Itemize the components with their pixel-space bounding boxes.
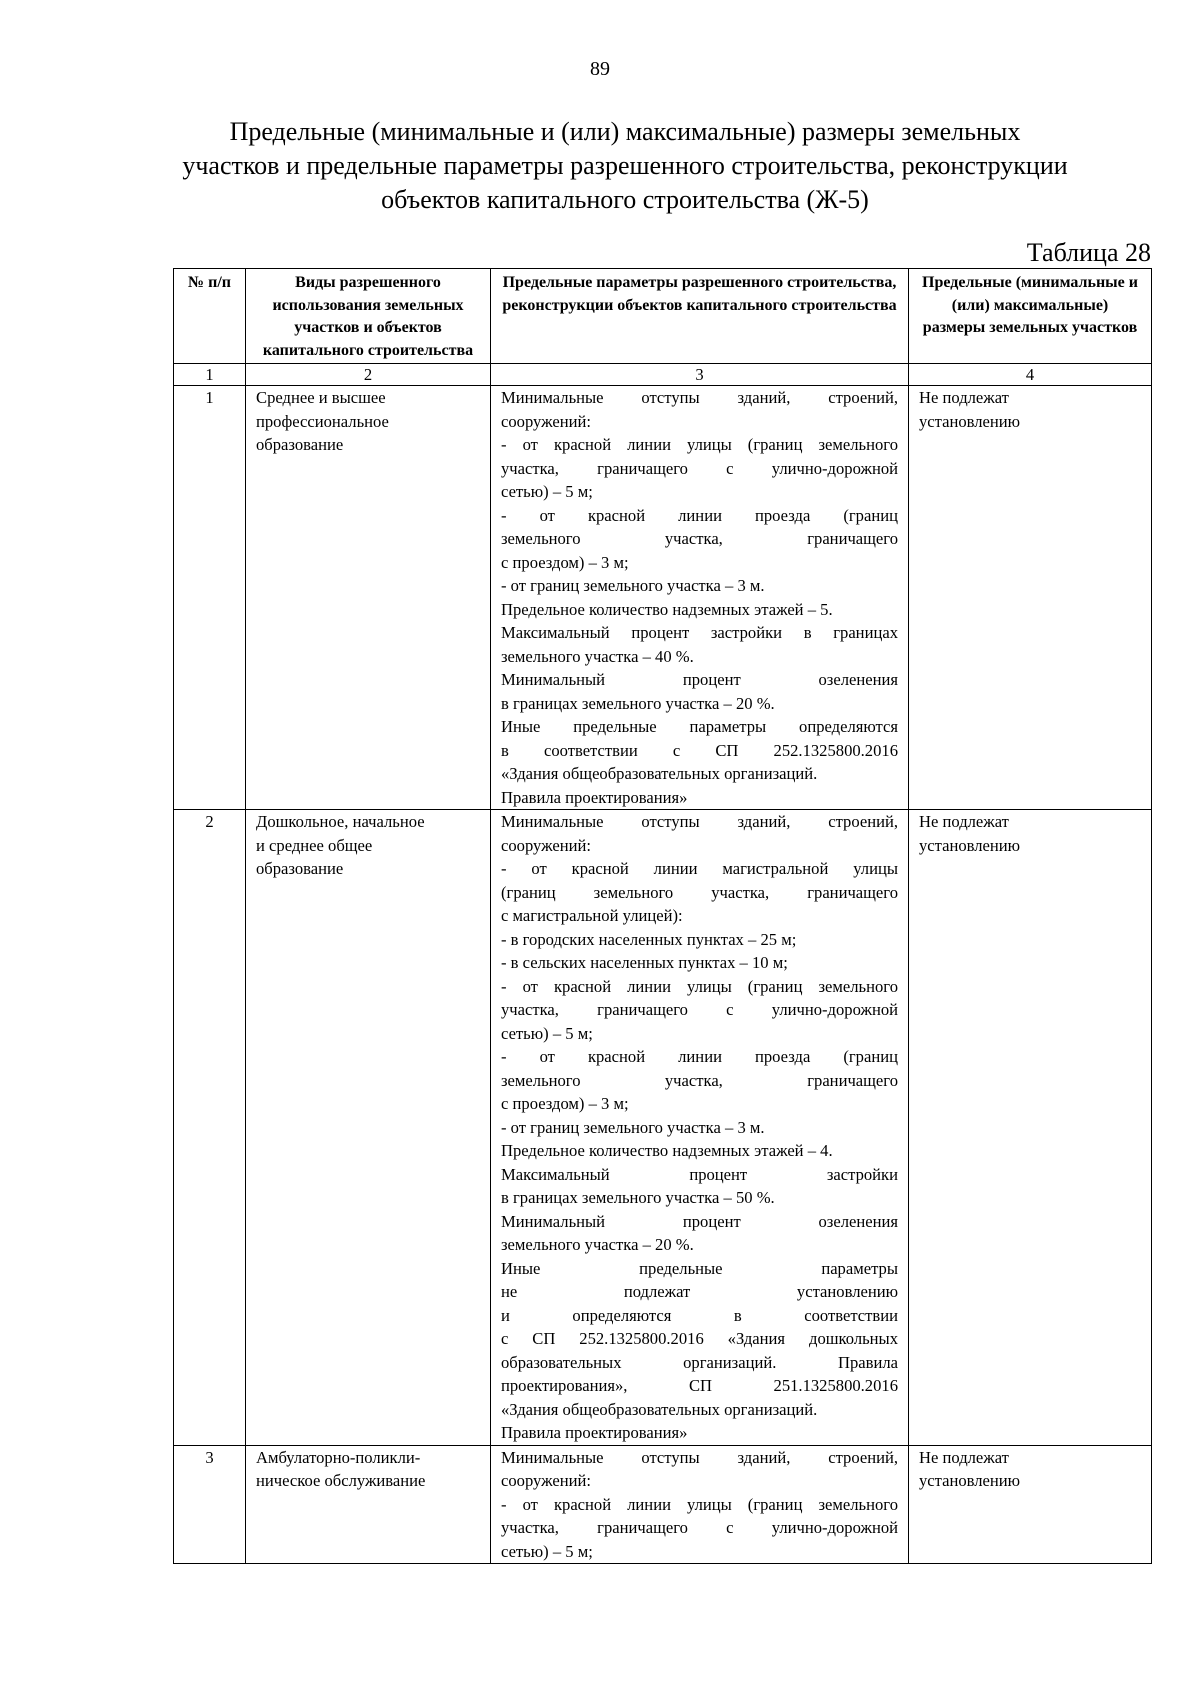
row-number: 3 bbox=[174, 1445, 246, 1564]
parameter-line: - от красной линии магистральной улицы bbox=[501, 859, 898, 878]
parameter-line: сооружений: bbox=[501, 835, 591, 855]
parameters-cell bbox=[491, 1445, 909, 1564]
parameter-line: Максимальный процент застройки bbox=[501, 1164, 898, 1184]
parameter-line: Максимальный процент застройки в границах bbox=[501, 623, 898, 642]
table-row bbox=[174, 810, 1152, 1446]
parameter-line: Правила проектирования» bbox=[501, 1423, 688, 1442]
use-type-line: Дошкольное, начальное bbox=[256, 812, 425, 831]
use-type-line: образование bbox=[256, 859, 344, 878]
use-type-line: Амбулаторно-поликли- bbox=[256, 1447, 421, 1467]
page-number: 89 bbox=[590, 58, 610, 80]
parameter-line: с проездом) – 3 м; bbox=[501, 552, 629, 572]
parameters-table bbox=[173, 268, 1152, 1564]
table-row bbox=[174, 1445, 1152, 1564]
header-plot-sizes: Предельные (минимальные и (или) максимальные) размеры земельных участков bbox=[909, 269, 1152, 364]
parameter-line: сетью) – 5 м; bbox=[501, 1541, 593, 1561]
parameter-line: в соответствии с СП 252.1325800.2016 bbox=[501, 740, 898, 760]
parameter-line: земельного участка, граничащего bbox=[501, 1070, 898, 1090]
parameter-line: земельного участка – 20 %. bbox=[501, 1235, 694, 1254]
parameter-line: Иные предельные параметры bbox=[501, 1258, 898, 1278]
plot-size-line: Не подлежат bbox=[919, 388, 1009, 407]
parameter-line: «Здания общеобразовательных организаций. bbox=[501, 764, 818, 783]
parameter-line: сетью) – 5 м; bbox=[501, 1023, 593, 1043]
parameter-line: Минимальные отступы зданий, строений, bbox=[501, 812, 898, 831]
title-line: Предельные (минимальные и (или) максимальные) размеры земельных bbox=[229, 117, 1021, 146]
parameter-line: - от красной линии проезда (границ bbox=[501, 1047, 898, 1066]
title-line: объектов капитального строительства (Ж-5) bbox=[381, 185, 869, 214]
parameter-line: с магистральной улицей): bbox=[501, 906, 683, 925]
parameter-line: в границах земельного участка – 20 %. bbox=[501, 693, 775, 713]
title-line: участков и предельные параметры разрешенного строительства, реконструкции bbox=[182, 151, 1068, 180]
parameter-line: Минимальный процент озеленения bbox=[501, 1211, 898, 1231]
row-number: 2 bbox=[174, 810, 246, 1446]
parameter-line: - от границ земельного участка – 3 м. bbox=[501, 1117, 765, 1137]
parameter-line: не подлежат установлению bbox=[501, 1282, 898, 1301]
parameter-line: земельного участка, граничащего bbox=[501, 529, 898, 548]
parameter-line: участка, граничащего с улично-дорожной bbox=[501, 458, 898, 478]
parameter-line: - от границ земельного участка – 3 м. bbox=[501, 576, 765, 595]
table-body bbox=[174, 386, 1152, 1564]
plot-size-cell bbox=[909, 386, 1152, 810]
parameter-line: Минимальные отступы зданий, строений, bbox=[501, 388, 898, 407]
use-type-cell bbox=[246, 810, 491, 1446]
parameter-line: Предельное количество надземных этажей – 4. bbox=[501, 1141, 833, 1160]
header-num: № п/п bbox=[174, 269, 246, 364]
parameter-line: проектирования», СП 251.1325800.2016 bbox=[501, 1376, 898, 1395]
plot-size-line: Не подлежат bbox=[919, 812, 1009, 831]
parameter-line: - от красной линии улицы (границ земельного bbox=[501, 976, 898, 996]
parameter-line: - от красной линии проезда (границ bbox=[501, 505, 898, 525]
parameter-line: образовательных организаций. Правила bbox=[501, 1352, 898, 1372]
plot-size-line: установлению bbox=[919, 1471, 1021, 1490]
row-number: 1 bbox=[174, 386, 246, 810]
parameter-line: участка, граничащего с улично-дорожной bbox=[501, 1000, 898, 1019]
parameter-line: земельного участка – 40 %. bbox=[501, 646, 694, 666]
parameter-line: в границах земельного участка – 50 %. bbox=[501, 1188, 775, 1207]
parameter-line: с СП 252.1325800.2016 «Здания дошкольных bbox=[501, 1329, 898, 1348]
parameter-line: «Здания общеобразовательных организаций. bbox=[501, 1399, 818, 1419]
column-number: 2 bbox=[246, 364, 491, 386]
use-type-line: Среднее и высшее bbox=[256, 388, 386, 407]
parameters-cell bbox=[491, 810, 909, 1446]
parameter-line: - в городских населенных пунктах – 25 м; bbox=[501, 929, 797, 949]
parameter-line: (границ земельного участка, граничащего bbox=[501, 882, 898, 902]
parameter-line: - в сельских населенных пунктах – 10 м; bbox=[501, 953, 788, 972]
parameter-line: и определяются в соответствии bbox=[501, 1305, 898, 1325]
parameter-line: Минимальный процент озеленения bbox=[501, 670, 898, 689]
use-type-cell bbox=[246, 1445, 491, 1564]
parameter-line: сетью) – 5 м; bbox=[501, 482, 593, 501]
plot-size-line: установлению bbox=[919, 411, 1021, 431]
plot-size-cell bbox=[909, 810, 1152, 1446]
parameter-line: Предельное количество надземных этажей – 5. bbox=[501, 599, 833, 619]
column-number: 4 bbox=[909, 364, 1152, 386]
parameters-cell bbox=[491, 386, 909, 810]
parameter-line: Минимальные отступы зданий, строений, bbox=[501, 1447, 898, 1467]
parameter-line: Иные предельные параметры определяются bbox=[501, 717, 898, 736]
parameter-line: участка, граничащего с улично-дорожной bbox=[501, 1518, 898, 1537]
parameter-line: Правила проектирования» bbox=[501, 787, 688, 807]
parameter-line: - от красной линии улицы (границ земельного bbox=[501, 435, 898, 454]
plot-size-line: Не подлежат bbox=[919, 1447, 1009, 1467]
table-row bbox=[174, 386, 1152, 810]
use-type-line: ническое обслуживание bbox=[256, 1471, 426, 1490]
column-number-row bbox=[174, 364, 1152, 386]
column-number: 1 bbox=[174, 364, 246, 386]
use-type-line: и среднее общее bbox=[256, 835, 373, 855]
table-caption: Таблица 28 bbox=[1026, 238, 1151, 267]
column-number: 3 bbox=[491, 364, 909, 386]
parameter-line: - от красной линии улицы (границ земельного bbox=[501, 1494, 898, 1514]
parameter-line: сооружений: bbox=[501, 1471, 591, 1490]
use-type-line: профессиональное bbox=[256, 411, 389, 431]
plot-size-cell bbox=[909, 1445, 1152, 1564]
header-use-type: Виды разрешенного использования земельных участков и объектов капитального строительства bbox=[246, 269, 491, 364]
parameter-line: сооружений: bbox=[501, 411, 591, 431]
use-type-cell bbox=[246, 386, 491, 810]
plot-size-line: установлению bbox=[919, 835, 1021, 855]
use-type-line: образование bbox=[256, 435, 344, 454]
header-parameters: Предельные параметры разрешенного строительства, реконструкции объектов капитального строительства bbox=[491, 269, 909, 364]
document-title bbox=[150, 115, 1100, 217]
parameter-line: с проездом) – 3 м; bbox=[501, 1094, 629, 1113]
table-header-row bbox=[174, 269, 1152, 364]
